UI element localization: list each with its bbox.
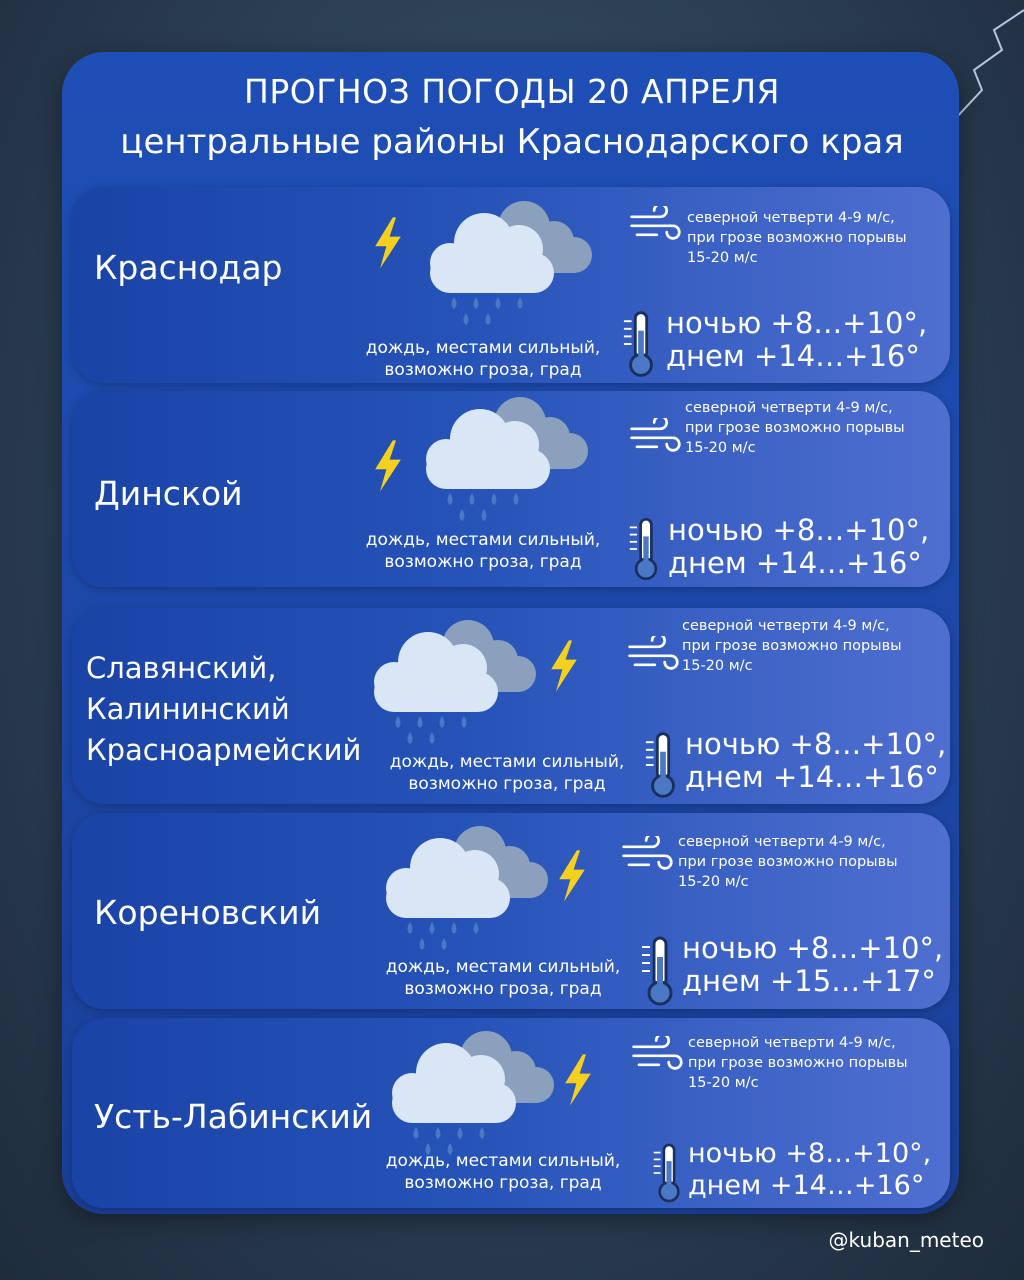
- condition-text: [348, 529, 618, 573]
- wind-line: северной четверти 4-9 м/с,: [678, 834, 886, 850]
- temp-night: ночью +8…+10°,: [685, 727, 947, 761]
- wind-line: 15-20 м/с: [682, 658, 753, 674]
- lightning-icon: [372, 436, 404, 496]
- wind-description: [685, 398, 955, 458]
- rain-cloud-icon: [414, 197, 594, 327]
- wind-description: [682, 616, 952, 676]
- temp-night: ночью +8…+10°,: [688, 1138, 932, 1169]
- wind-icon: [628, 418, 682, 454]
- condition-text: [368, 1150, 638, 1194]
- wind-line: северной четверти 4-9 м/с,: [682, 618, 890, 634]
- condition-text: [348, 337, 618, 381]
- district-name-line: Калининский: [86, 692, 290, 726]
- wind-line: при грозе возможно порывы: [678, 854, 898, 870]
- wind-description: [687, 208, 957, 268]
- thermometer-icon: [652, 1142, 686, 1204]
- wind-line: при грозе возможно порывы: [685, 420, 905, 436]
- district-name: Кореновский: [94, 893, 322, 932]
- rain-cloud-icon: [358, 616, 538, 746]
- lightning-icon: [548, 636, 580, 696]
- district-name: Динской: [94, 474, 243, 513]
- condition-text: [372, 751, 642, 795]
- wind-icon: [630, 1036, 684, 1072]
- lightning-icon: [562, 1050, 594, 1110]
- condition-line: возможно гроза, град: [408, 774, 606, 794]
- district-name-line: Славянский,: [86, 651, 277, 685]
- wind-line: 15-20 м/с: [688, 1075, 759, 1091]
- condition-line: возможно гроза, град: [384, 552, 582, 572]
- condition-line: дождь, местами сильный,: [365, 530, 601, 550]
- page-title: ПРОГНОЗ ПОГОДЫ 20 АПРЕЛЯ: [244, 72, 780, 111]
- district-name: [86, 648, 361, 771]
- wind-line: северной четверти 4-9 м/с,: [688, 1035, 896, 1051]
- rain-cloud-icon: [370, 822, 550, 952]
- wind-icon: [620, 836, 674, 872]
- wind-line: 15-20 м/с: [678, 874, 749, 890]
- wind-line: 15-20 м/с: [687, 250, 758, 266]
- condition-line: возможно гроза, град: [404, 979, 602, 999]
- condition-line: дождь, местами сильный,: [389, 752, 625, 772]
- wind-line: северной четверти 4-9 м/с,: [685, 400, 893, 416]
- rain-cloud-icon: [410, 393, 590, 523]
- temperature: [688, 1138, 931, 1202]
- wind-line: при грозе возможно порывы: [682, 638, 902, 654]
- temp-day: днем +15…+17°: [682, 964, 936, 998]
- condition-text: [368, 956, 638, 1000]
- thermometer-icon: [644, 730, 682, 800]
- page-subtitle: центральные районы Краснодарского края: [120, 122, 904, 162]
- temp-day: днем +14…+16°: [688, 1170, 925, 1201]
- district-name-line: Красноармейский: [86, 733, 362, 767]
- wind-icon: [628, 206, 682, 242]
- temp-night: ночью +8…+10°,: [668, 513, 930, 547]
- condition-line: дождь, местами сильный,: [385, 957, 621, 977]
- condition-line: дождь, местами сильный,: [365, 338, 601, 358]
- temperature: [685, 728, 946, 794]
- lightning-icon: [556, 846, 588, 906]
- condition-line: возможно гроза, град: [404, 1173, 602, 1193]
- account-handle: @kuban_meteo: [828, 1228, 984, 1252]
- condition-line: возможно гроза, град: [384, 360, 582, 380]
- rain-cloud-icon: [376, 1027, 556, 1157]
- wind-line: 15-20 м/с: [685, 440, 756, 456]
- temp-night: ночью +8…+10°,: [682, 931, 944, 965]
- temperature: [666, 307, 927, 373]
- thermometer-icon: [640, 934, 680, 1008]
- wind-description: [678, 832, 948, 892]
- wind-icon: [626, 636, 680, 672]
- temperature: [668, 514, 929, 580]
- temp-day: днем +14…+16°: [666, 339, 920, 373]
- wind-line: при грозе возможно порывы: [688, 1055, 908, 1071]
- temp-day: днем +14…+16°: [685, 760, 939, 794]
- temp-day: днем +14…+16°: [668, 546, 922, 580]
- lightning-icon: [372, 213, 404, 273]
- wind-line: северной четверти 4-9 м/с,: [687, 210, 895, 226]
- district-name: Усть-Лабинский: [94, 1097, 373, 1136]
- district-name: Краснодар: [94, 248, 283, 287]
- wind-description: [688, 1033, 958, 1093]
- wind-line: при грозе возможно порывы: [687, 230, 907, 246]
- temperature: [682, 932, 943, 998]
- temp-night: ночью +8…+10°,: [666, 306, 928, 340]
- condition-line: дождь, местами сильный,: [385, 1151, 621, 1171]
- thermometer-icon: [628, 515, 664, 583]
- thermometer-icon: [622, 308, 660, 380]
